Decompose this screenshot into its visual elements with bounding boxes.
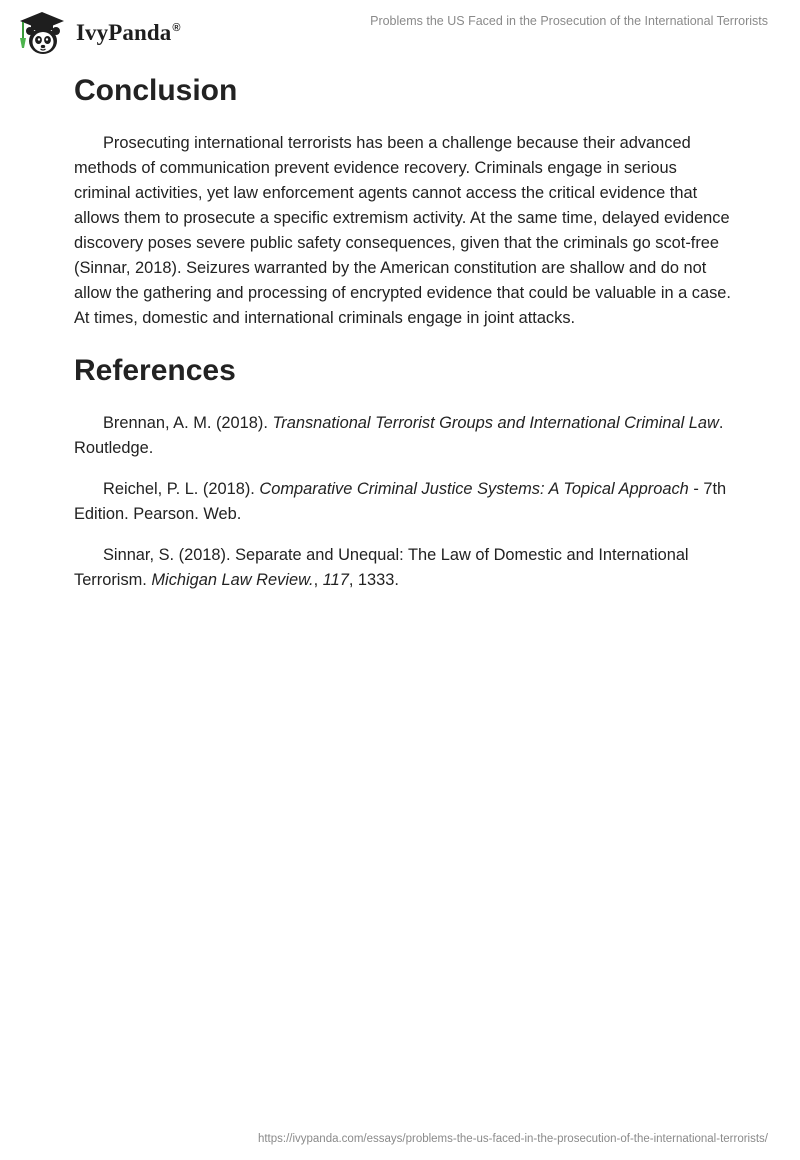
document-body <box>74 72 734 609</box>
references-heading: References <box>74 354 236 387</box>
logo-wordmark: IvyPanda® <box>76 20 181 45</box>
source-url[interactable]: https://ivypanda.com/essays/problems-the-us-faced-in-the-prosecution-of-the-international-terrorists/ <box>257 1133 768 1145</box>
panda-graduate-icon <box>14 8 70 56</box>
conclusion-heading: Conclusion <box>74 74 238 107</box>
page-header <box>0 0 800 64</box>
reference-volume: 117 <box>322 571 349 589</box>
reference-title: Transnational Terrorist Groups and International Criminal Law <box>272 414 719 432</box>
ivypanda-logo[interactable] <box>14 8 181 56</box>
reference-item: Brennan, A. M. (2018). Transnational Terrorist Groups and International Criminal Law. Routledge. <box>74 414 724 457</box>
reference-journal: Michigan Law Review. <box>151 571 314 589</box>
reference-item: Sinnar, S. (2018). Separate and Unequal: The Law of Domestic and International Terrorism. Michigan Law Review., 117, 1333. <box>74 546 689 589</box>
registered-mark: ® <box>172 22 181 35</box>
reference-item: Reichel, P. L. (2018). Comparative Criminal Justice Systems: A Topical Approach - 7th Edition. Pearson. Web. <box>74 480 727 523</box>
reference-title: Comparative Criminal Justice Systems: A Topical Approach <box>259 480 689 498</box>
conclusion-paragraph: Prosecuting international terrorists has been a challenge because their advanced methods of communication prevent evidence recovery. Criminals engage in serious criminal activities, yet law enforcement agents cannot access the critical evidence that allows them to prosecute a specific extremism activity. At the same time, delayed evidence discovery poses severe public safety consequences, given that the criminals go scot-free (Sinnar, 2018). Seizures warranted by the American constitution are shallow and do not allow the gathering and processing of encrypted evidence that could be valuable in a case. At times, domestic and international criminals engage in joint attacks. <box>74 134 731 327</box>
running-title: Problems the US Faced in the Prosecution of the International Terrorists <box>370 14 768 28</box>
